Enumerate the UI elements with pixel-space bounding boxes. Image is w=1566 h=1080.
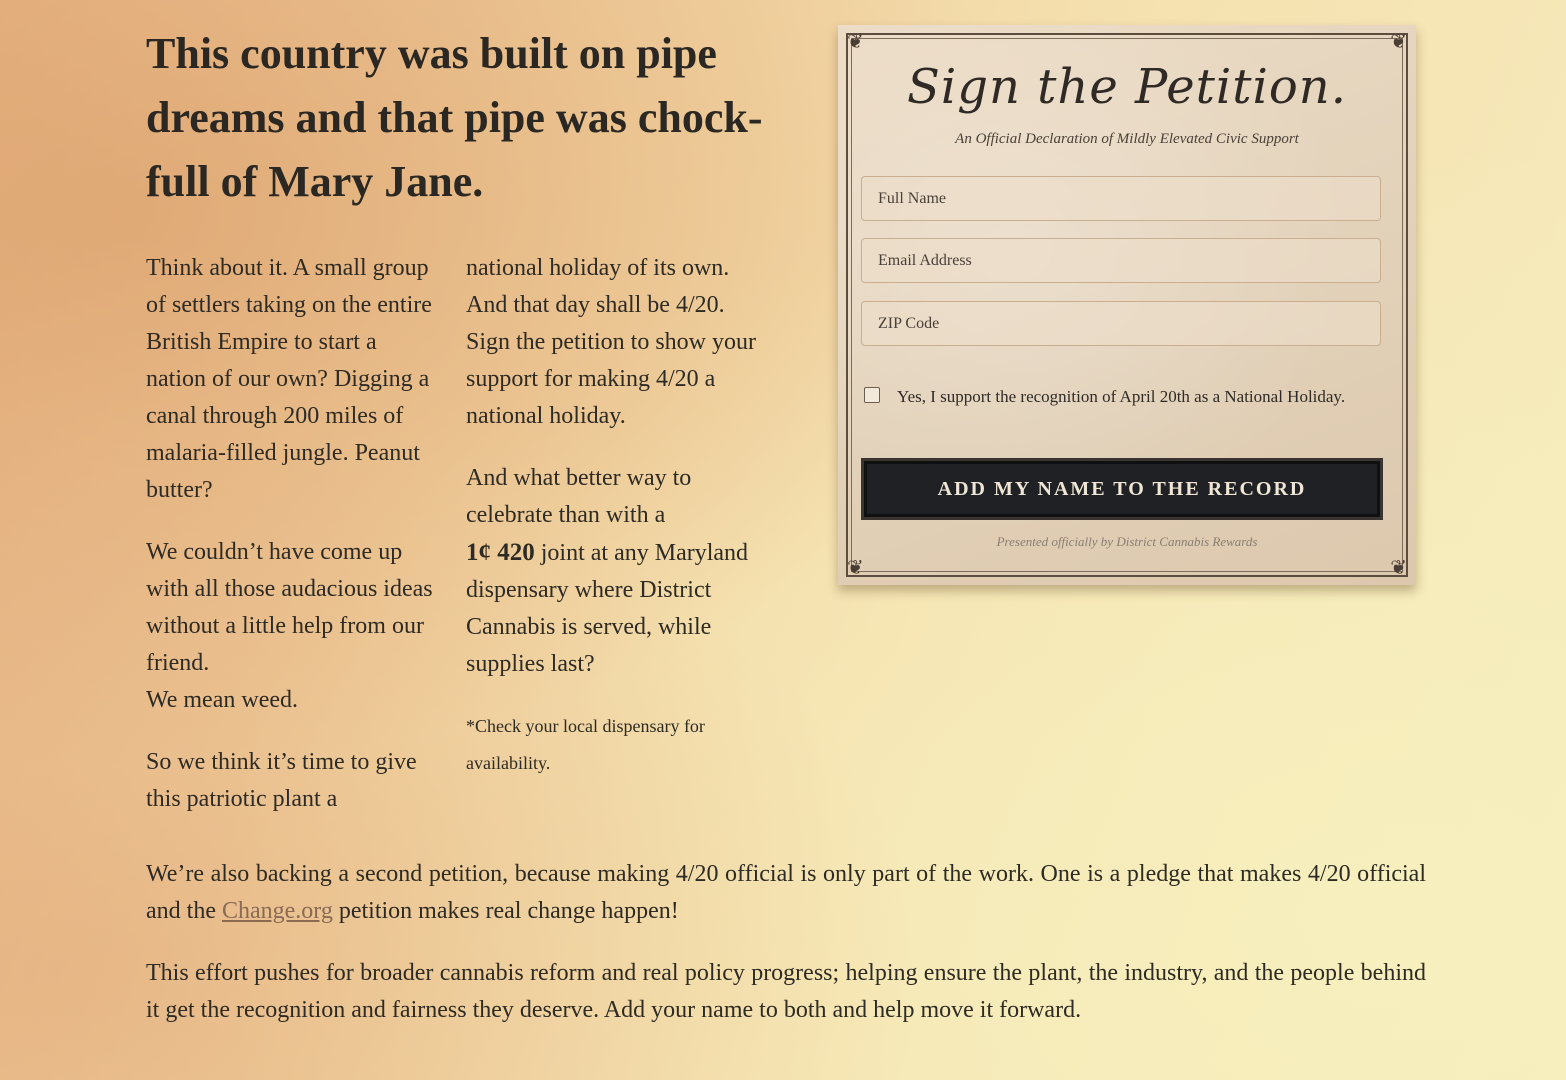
- ornament-corner-icon: ❦: [1390, 555, 1407, 579]
- second-petition-text-after: petition makes real change happen!: [332, 898, 679, 924]
- availability-note: *Check your local dispensary for availability.: [466, 716, 705, 773]
- ornament-corner-icon: ❦: [847, 555, 864, 579]
- paragraph-friend-text: We couldn’t have come up with all those audacious ideas without a little help from our friend.: [146, 539, 433, 676]
- full-name-field[interactable]: [861, 176, 1381, 221]
- petition-subtitle: An Official Declaration of Mildly Elevated Civic Support: [955, 131, 1299, 147]
- add-name-button[interactable]: ADD MY NAME TO THE RECORD: [861, 458, 1383, 520]
- presented-by-text: Presented officially by District Cannabis Rewards: [996, 534, 1258, 549]
- ornament-corner-icon: ❦: [847, 29, 864, 53]
- paragraph-patriotic: So we think it’s time to give this patriotic plant a: [146, 749, 417, 812]
- paragraph-celebrate-intro: And what better way to celebrate than with a: [466, 465, 692, 528]
- paragraph-celebrate: [466, 460, 756, 683]
- paragraph-friend: [146, 534, 436, 719]
- support-checkbox[interactable]: [864, 387, 880, 403]
- paragraph-weed: We mean weed.: [146, 687, 298, 713]
- second-petition-paragraph: [146, 856, 1426, 930]
- reform-paragraph: This effort pushes for broader cannabis reform and real policy progress; helping ensure the plant, the industry, and the people behind it get the recognition and fairness they deserve. Add your name to both and help move it forward.: [146, 960, 1426, 1023]
- zip-code-field[interactable]: [861, 301, 1381, 346]
- paragraph-celebrate-rest: joint at any Maryland dispensary where District Cannabis is served, while supplies last?: [466, 540, 749, 677]
- paragraph-holiday: national holiday of its own. And that day shall be 4/20. Sign the petition to show your support for making 4/20 a national holiday.: [466, 255, 756, 429]
- second-petition-text-before: We’re also backing a second petition, because making 4/20 official is only part of the work. One is a pledge that makes 4/20 official and the: [146, 861, 1426, 924]
- email-field[interactable]: [861, 238, 1381, 283]
- price-text: 1¢ 420: [466, 539, 535, 566]
- petition-title: Sign the Petition.: [907, 59, 1347, 115]
- change-org-link[interactable]: Change.org: [221, 898, 333, 924]
- support-checkbox-label[interactable]: Yes, I support the recognition of April 20th as a National Holiday.: [897, 387, 1346, 406]
- ornament-corner-icon: ❦: [1390, 29, 1407, 53]
- page-headline: This country was built on pipe dreams and that pipe was chock-full of Mary Jane.: [146, 29, 763, 206]
- paragraph-settlers: Think about it. A small group of settlers taking on the entire British Empire to start a nation of our own? Digging a canal through 200 miles of malaria-filled jungle. Peanut butter?: [146, 255, 432, 503]
- body-column-left: [146, 250, 436, 843]
- body-column-right: [466, 250, 756, 807]
- petition-card: [838, 25, 1416, 585]
